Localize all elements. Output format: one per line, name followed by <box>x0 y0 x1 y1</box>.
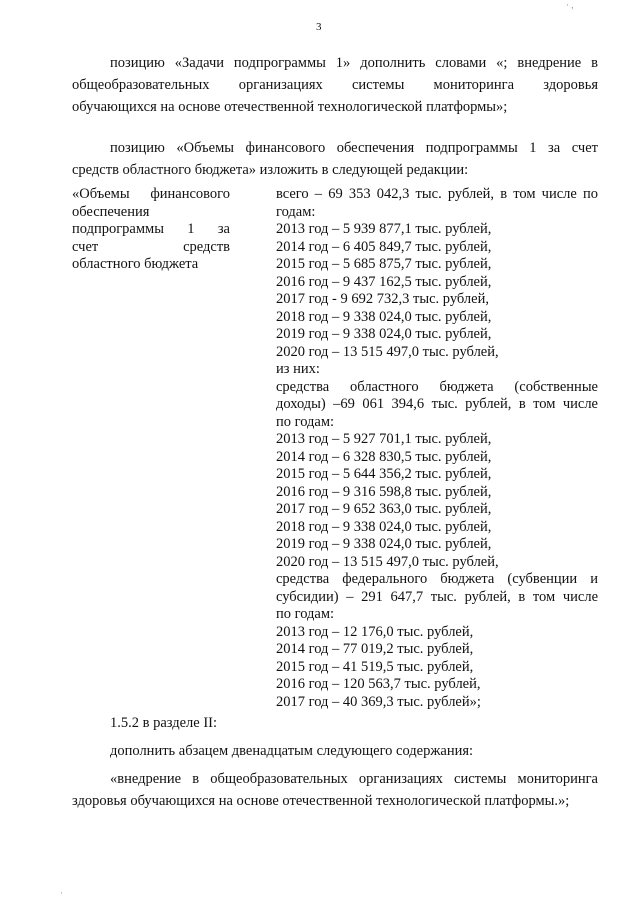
paragraph-tasks-line-2: общеобразовательных организациях системы мониторинга здоровья <box>72 77 598 93</box>
federal-year-2013: 2013 год – 12 176,0 тыс. рублей, <box>276 623 474 640</box>
label-line-2: обеспечения <box>72 203 150 220</box>
paragraph-quote-line-2: здоровья обучающихся на основе отечественной технологической платформы.»; <box>72 793 570 809</box>
label-line-1: «Объемы финансового <box>72 186 230 202</box>
federal-summary-line-1: средства федерального бюджета (субвенции и <box>276 571 598 587</box>
regional-summary-line-2: доходы) –69 061 394,6 тыс. рублей, в том числе <box>276 396 598 412</box>
federal-year-2016: 2016 год – 120 563,7 тыс. рублей, <box>276 676 481 692</box>
paragraph-quote-line-1: «внедрение в общеобразовательных организациях системы мониторинга <box>110 771 598 787</box>
regional-year-2015: 2015 год – 5 644 356,2 тыс. рублей, <box>276 466 492 482</box>
label-line-4: счет средств <box>72 238 230 255</box>
paragraph-add-abzac: дополнить абзацем двенадцатым следующего содержания: <box>110 743 474 759</box>
regional-summary-line-1: средства областного бюджета (собственные <box>276 378 598 395</box>
regional-summary-line-3: по годам: <box>276 413 335 430</box>
regional-year-2014: 2014 год – 6 328 830,5 тыс. рублей, <box>276 448 492 465</box>
paragraph-tasks-line-3: обучающихся на основе отечественной технологической платформы»; <box>72 99 508 115</box>
total-summary-line-1: всего – 69 353 042,3 тыс. рублей, в том числе по <box>276 186 598 202</box>
funding-table-label <box>72 186 230 274</box>
total-year-2018: 2018 год – 9 338 024,0 тыс. рублей, <box>276 308 492 325</box>
scan-artifact-dot: · <box>60 888 63 898</box>
total-year-2014: 2014 год – 6 405 849,7 тыс. рублей, <box>276 238 492 255</box>
total-summary-line-2: годам: <box>276 203 316 220</box>
federal-year-2014: 2014 год – 77 019,2 тыс. рублей, <box>276 641 474 657</box>
total-year-2015: 2015 год – 5 685 875,7 тыс. рублей, <box>276 256 492 272</box>
regional-year-2017: 2017 год – 9 652 363,0 тыс. рублей, <box>276 501 492 517</box>
federal-summary <box>276 571 598 624</box>
page-number: 3 <box>316 21 322 33</box>
federal-summary-line-3: по годам: <box>276 606 335 622</box>
paragraph-tasks <box>72 52 598 118</box>
total-year-2016: 2016 год – 9 437 162,5 тыс. рублей, <box>276 273 492 290</box>
regional-year-2020: 2020 год – 13 515 497,0 тыс. рублей, <box>276 553 499 570</box>
regional-year-2019: 2019 год – 9 338 024,0 тыс. рублей, <box>276 536 492 552</box>
label-line-3: подпрограммы 1 за <box>72 221 230 237</box>
total-year-2020: 2020 год – 13 515 497,0 тыс. рублей, <box>276 343 499 360</box>
paragraph-tasks-line-1: позицию «Задачи подпрограммы 1» дополнить словами «; внедрение в <box>110 55 598 71</box>
section-heading: 1.5.2 в разделе II: <box>110 715 218 731</box>
of-them-label: из них: <box>276 361 320 377</box>
regional-year-2018: 2018 год – 9 338 024,0 тыс. рублей, <box>276 518 492 535</box>
total-year-2013: 2013 год – 5 939 877,1 тыс. рублей, <box>276 221 492 237</box>
federal-summary-line-2: субсидии) – 291 647,7 тыс. рублей, в том числе <box>276 588 598 605</box>
paragraph-funding <box>72 137 598 181</box>
funding-table-values <box>276 186 598 711</box>
paragraph-funding-line-1: позицию «Объемы финансового обеспечения подпрограммы 1 за счет <box>110 140 598 156</box>
scan-artifact-mark: · , <box>566 0 574 10</box>
label-line-5: областного бюджета <box>72 256 199 272</box>
total-summary <box>276 186 598 221</box>
regional-year-2013: 2013 год – 5 927 701,1 тыс. рублей, <box>276 431 492 447</box>
federal-year-2015: 2015 год – 41 519,5 тыс. рублей, <box>276 658 474 675</box>
regional-summary <box>276 379 598 432</box>
regional-year-2016: 2016 год – 9 316 598,8 тыс. рублей, <box>276 483 492 500</box>
paragraph-funding-line-2: средств областного бюджета» изложить в следующей редакции: <box>72 162 469 178</box>
federal-year-2017: 2017 год – 40 369,3 тыс. рублей»; <box>276 693 481 710</box>
paragraph-quote <box>72 768 598 812</box>
total-year-2019: 2019 год – 9 338 024,0 тыс. рублей, <box>276 326 492 342</box>
total-year-2017: 2017 год - 9 692 732,3 тыс. рублей, <box>276 291 489 307</box>
